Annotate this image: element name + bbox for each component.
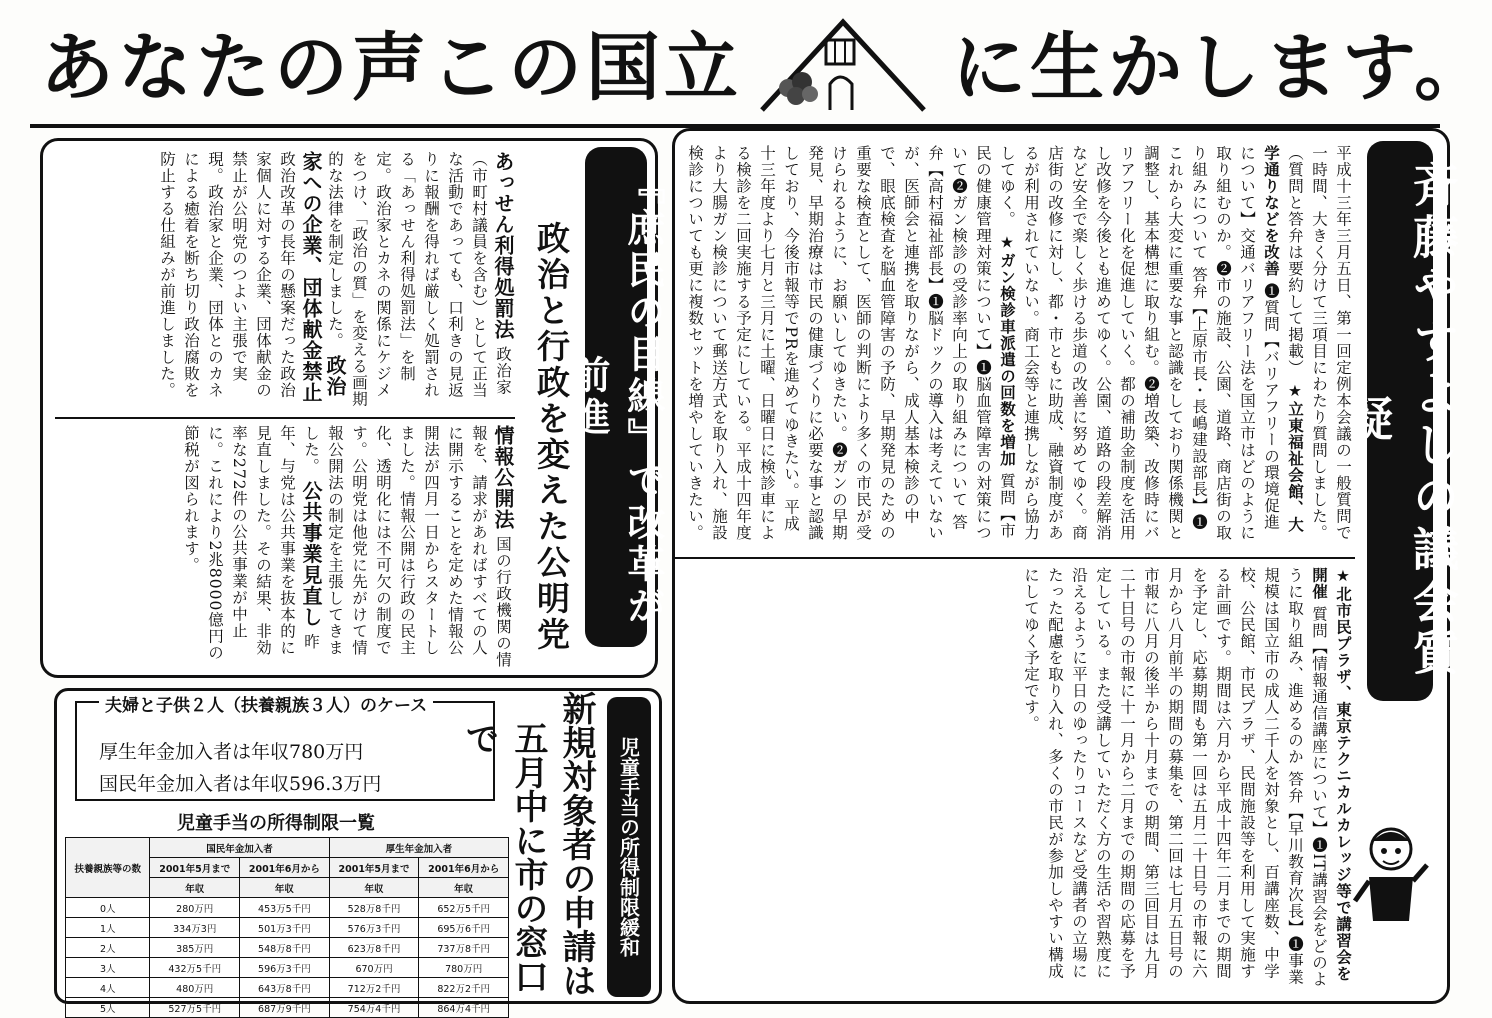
reform-title-box — [566, 147, 665, 647]
page-headline — [40, 18, 1492, 118]
reform-title-box-text: 『庶民の目線』で改革が前進 — [566, 166, 665, 628]
cell: 652万5千円 — [419, 898, 509, 918]
council-divider — [675, 557, 1355, 559]
cell: 280万円 — [150, 898, 240, 918]
cell: 527万5千円 — [150, 998, 240, 1018]
case-title: 夫婦と子供２人（扶養親族３人）のケース — [99, 691, 433, 716]
reform-lower-text — [55, 425, 515, 669]
table-row — [66, 918, 509, 938]
reform-upper-text — [55, 151, 515, 411]
cell: 822万2千円 — [419, 978, 509, 998]
cell: 596万3千円 — [240, 958, 330, 978]
cell: 334万3円 — [150, 918, 240, 938]
cell: 864万4千円 — [419, 998, 509, 1018]
cell: 687万9千円 — [240, 998, 330, 1018]
col-period: 2001年6月から — [419, 858, 509, 878]
income-limit-table — [65, 837, 509, 1018]
headline-part1: あなたの声この国立 — [40, 25, 742, 111]
cell: 1人 — [66, 918, 150, 938]
s1-heading: あっせん利得処罰法 — [491, 151, 515, 340]
cell: 695万6千円 — [419, 918, 509, 938]
a3-text: 答弁【早川教育次長】❶事業規模は国立市の成人二千人を対象とし、百講座数、中学校、公民館、市民プラザ、民間施設等を利用して実施する計画です。期間は六月から平成十四年二月までの期間を予定し、応募期間も第一回は五月二十日号の市報に六月から八月前半の期間の募集を、第二回は七月五日号の市報に八月の後半から十月までの期間、第三回目は九月二十日号の市報に十一月から二月までの期間の応募を予定している。また受講していただく方の生活や習熟度に沿えるように平日のゆったりコースなど受講者の立場にたった配慮を取り入れ、多くの市民が参加しやすい構成にしてゆく予定です。 — [1022, 567, 1304, 986]
allowance-title-1-text: 新規対象者の申請は — [556, 691, 596, 997]
council-qa-lower — [775, 567, 1355, 995]
cell: 712万2千円 — [329, 978, 419, 998]
council-title-box — [1340, 141, 1460, 701]
cell: 670万円 — [329, 958, 419, 978]
col-unit: 年収 — [419, 878, 509, 898]
child-allowance-panel — [54, 688, 662, 1015]
reform-title — [525, 221, 575, 661]
a1-text: 答弁【上原市長・長嶋建設部長】❶これから大変に重要な事と認識をしており関係機関と調整し、基本構想に取り組む。❷増改築、改修時にバリアフリー化を促進していく。都の補助金制度を活用し改修を今後とも進めてゆく。公園、道路の段差解消など安全で楽しく歩ける歩道の改善に努めてゆく。商店街の改修に対し、都・市ともに助成、融資制度があるが利用されていない。商工会等と連携しながら協力してゆく。 — [998, 145, 1208, 541]
cell: 528万8千円 — [329, 898, 419, 918]
group-employee: 厚生年金加入者 — [329, 838, 508, 858]
allowance-title-2-text: 五月中に市の窓口で — [459, 721, 548, 993]
cell: 623万8千円 — [329, 938, 419, 958]
q2-text: 質問【市民の健康管理対策について】❶脳血管障害の対策について❷ガン検診の受診率向上の取り組みについて — [950, 145, 1016, 541]
table-row — [66, 998, 509, 1018]
q2-heading: ★ガン検診車派遣の回数を増加 — [998, 233, 1016, 467]
cell: 4人 — [66, 978, 150, 998]
table-row — [66, 898, 509, 918]
cell: 385万円 — [150, 938, 240, 958]
col-period: 2001年5月まで — [329, 858, 419, 878]
cell: 737万8千円 — [419, 938, 509, 958]
s4-text: 昨年、与党は公共事業を抜本的に見直しました。その結果、非効率な272件の公共事業が中止に。これにより2兆8000億円の節税が図られます。 — [182, 425, 320, 661]
cell: 3人 — [66, 958, 150, 978]
cell: 432万5千円 — [150, 958, 240, 978]
q1-heading: ★立東福祉会館、大学通りなどを改善 — [1262, 145, 1304, 533]
col-dependents: 扶養親族等の数 — [66, 838, 150, 898]
case-box — [75, 696, 495, 801]
table-row — [66, 938, 509, 958]
col-unit: 年収 — [150, 878, 240, 898]
reform-panel — [40, 138, 665, 678]
q3-heading: ★北市民プラザ、東京テクニカルカレッジ等で講習会を開催 — [1310, 567, 1352, 982]
q3-text: 質問【情報通信講座について】❶IT講習会をどのように取り組み、進めるのか — [1286, 567, 1328, 988]
col-period: 2001年5月まで — [150, 858, 240, 878]
cell: 0人 — [66, 898, 150, 918]
cell: 2人 — [66, 938, 150, 958]
s4-heading: 公共事業見直し — [299, 480, 323, 628]
cell: 576万3千円 — [329, 918, 419, 938]
intro-text: 平成十三年三月五日、第一回定例本会議の一般質問で一時間、大きく分けて三項目にわたり質問しました。（質問と答弁は要約して掲載） — [1286, 145, 1352, 541]
s2-heading: 政治家への企業、団体献金禁止 — [299, 151, 347, 403]
cell: 5人 — [66, 998, 150, 1018]
cell: 501万3千円 — [240, 918, 330, 938]
table-group-row — [66, 838, 509, 858]
s2-text: 政治改革の長年の懸案だった政治家個人に対する企業、団体献金の禁止が公明党のつよい主張で実現。政治家と企業、団体とのカネによる癒着を断ち切り政治腐敗を防止する仕組みが前進しました。 — [158, 151, 296, 399]
s3-heading: 情報公開法 — [491, 425, 515, 530]
q1-text: ❶質問【バリアフリーの環境促進について】交通バリアフリー法を国立市はどのように取り組むのか。❷市の施設、公園、道路、商店街の取り組みについて — [1190, 145, 1280, 541]
mascot-figure — [1351, 821, 1431, 941]
reform-divider — [55, 417, 515, 419]
allowance-tag — [607, 697, 651, 997]
cell: 754万4千円 — [329, 998, 419, 1018]
table-title: 児童手当の所得制限一覧 — [177, 813, 375, 834]
case-line-2: 国民年金加入者は年収596.3万円 — [99, 773, 382, 795]
table-row — [66, 958, 509, 978]
col-period: 2001年6月から — [240, 858, 330, 878]
col-unit: 年収 — [329, 878, 419, 898]
table-row — [66, 978, 509, 998]
reform-title-text: 政治と行政を変えた公明党 — [532, 221, 571, 653]
headline-part2: に生かします。 — [952, 25, 1492, 111]
cell: 453万5千円 — [240, 898, 330, 918]
s3-text: 国の行政機関の情報を、請求があればすべての人に開示することを定めた情報公開法が四月一日からスタートしました。情報公開は行政の民主化、透明化には不可欠の制度です。公明党は他党に先がけて情報公開法の制定を主張してきました。 — [302, 425, 512, 668]
allowance-tag-text: 児童手当の所得制限緩和 — [616, 737, 641, 957]
s1-text: 政治家（市町村議員を含む）として正当な活動であっても、口利きの見返りに報酬を得れば厳しく処罰される「あっせん利得処罰法」を制定。政治家とカネの関係にケジメをつけ、「政治の質」を変える画期的な法律を制定しました。 — [326, 151, 512, 408]
house-icon — [758, 18, 928, 114]
cell: 548万8千円 — [240, 938, 330, 958]
allowance-title-1 — [553, 691, 601, 1001]
group-national: 国民年金加入者 — [150, 838, 329, 858]
cell: 643万8千円 — [240, 978, 330, 998]
council-qa-upper — [686, 145, 1355, 545]
col-unit: 年収 — [240, 878, 330, 898]
cell: 480万円 — [150, 978, 240, 998]
council-qa-panel — [672, 128, 1460, 1004]
case-line-1: 厚生年金加入者は年収780万円 — [99, 741, 364, 763]
council-title: 斉藤やすよしの議会質疑 — [1340, 161, 1460, 681]
a2-text: 答弁【高村福祉部長】❶脳ドックの導入は考えていないが、医師会と連携を取りながら、成人基本検診の中で、眼底検査を脳血管障害の予防、早期発見のための重要な検査として、医師の判断により多くの市民が受けられるように、お願いしてゆきたい。❷ガンの早期発見、早期治療は市民の健康づくりに必要な事と認識しており、今後市報等でPRを進めてゆきたい。平成十三年度より七月と三月に土曜、日曜日に検診車による検診を二回実施する予定にしている。平成十四年度より大腸ガン検診について郵送方式を取り入れ、施設検診についても更に複数セットを増やしていきたい。 — [686, 145, 968, 541]
cell: 780万円 — [419, 958, 509, 978]
